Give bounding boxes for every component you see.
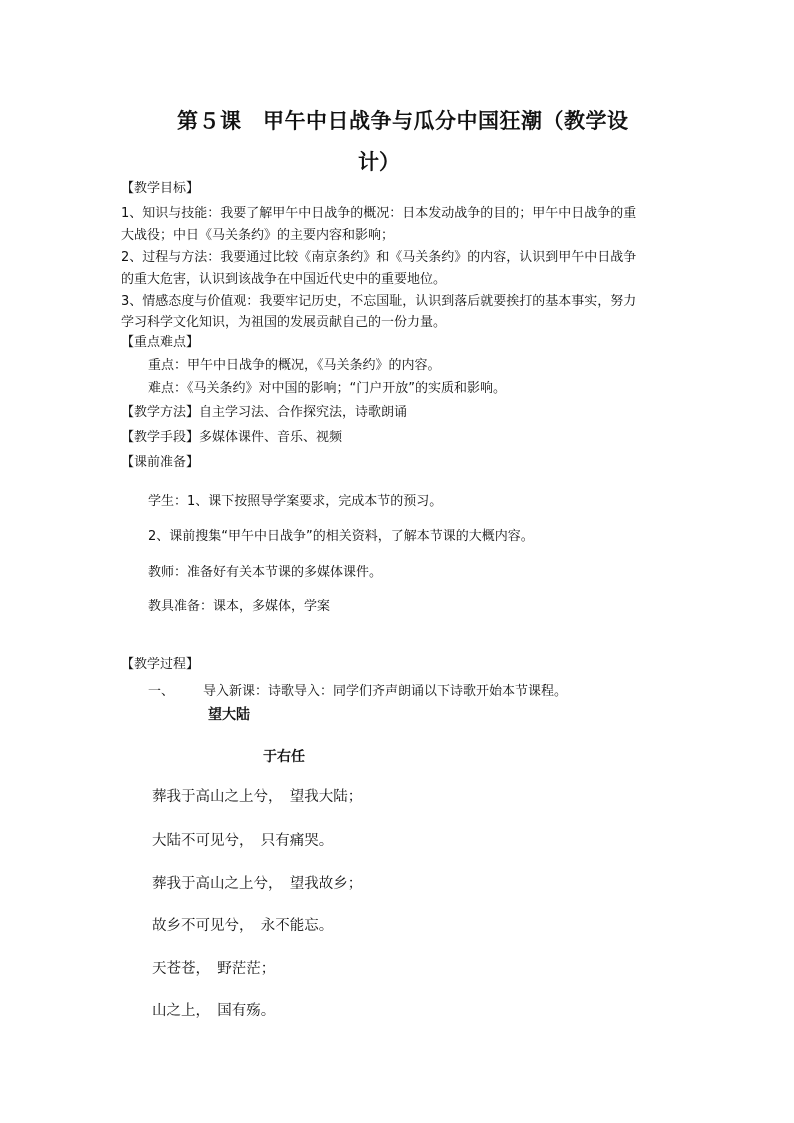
key-point: 重点：甲午中日战争的概况，《马关条约》的内容。 — [148, 358, 441, 373]
objective-line: 学习科学文化知识，为祖国的发展贡献自己的一份力量。 — [121, 315, 447, 330]
objectives-heading: 【教学目标】 — [121, 181, 200, 196]
document-title: 第５课 甲午中日战争与瓜分中国狂潮（教学设 — [177, 109, 629, 133]
objective-line: 2、过程与方法：我要通过比较《南京条约》和《马关条约》的内容，认识到甲午中日战争 — [121, 250, 637, 265]
poem-line: 大陆不可见兮， 只有痛哭。 — [152, 833, 334, 849]
poem-title: 望大陆 — [208, 707, 250, 723]
document-title-continuation: 计） — [358, 150, 400, 174]
key-points-heading: 【重点难点】 — [121, 335, 200, 350]
teaching-methods: 【教学方法】自主学习法、合作探究法，诗歌朗诵 — [121, 405, 408, 420]
poem-line: 天苍苍， 野茫茫； — [152, 961, 276, 977]
student-prep: 2、课前搜集“甲午中日战争”的相关资料，了解本节课的大概内容。 — [148, 529, 534, 544]
poem-author: 于右任 — [263, 749, 305, 765]
poem-line: 故乡不可见兮， 永不能忘。 — [152, 918, 334, 934]
step-text: 导入新课：诗歌导入：同学们齐声朗诵以下诗歌开始本节课程。 — [203, 684, 568, 699]
poem-line: 葬我于高山之上兮， 望我故乡； — [152, 876, 363, 892]
teaching-means: 【教学手段】多媒体课件、音乐、视频 — [121, 430, 343, 445]
preparation-heading: 【课前准备】 — [121, 455, 200, 470]
poem-line: 葬我于高山之上兮， 望我大陆； — [152, 789, 363, 805]
objective-line: 1、知识与技能：我要了解甲午中日战争的概况：日本发动战争的目的；甲午中日战争的重 — [121, 206, 637, 221]
teacher-prep: 教师：准备好有关本节课的多媒体课件。 — [148, 565, 383, 580]
difficult-point: 难点：《马关条约》对中国的影响；“门户开放”的实质和影响。 — [148, 381, 506, 396]
step-number: 一、 — [148, 684, 175, 699]
process-heading: 【教学过程】 — [121, 657, 200, 672]
objective-line: 大战役；中日《马关条约》的主要内容和影响； — [121, 228, 395, 243]
objective-line: 3、情感态度与价值观：我要牢记历史，不忘国耻，认识到落后就要挨打的基本事实，努力 — [121, 294, 637, 309]
student-prep: 学生：1、课下按照导学案要求，完成本节的预习。 — [148, 494, 443, 509]
tools-prep: 教具准备：课本，多媒体，学案 — [148, 599, 331, 614]
objective-line: 的重大危害，认识到该战争在中国近代史中的重要地位。 — [121, 272, 447, 287]
poem-line: 山之上， 国有殇。 — [152, 1003, 276, 1019]
